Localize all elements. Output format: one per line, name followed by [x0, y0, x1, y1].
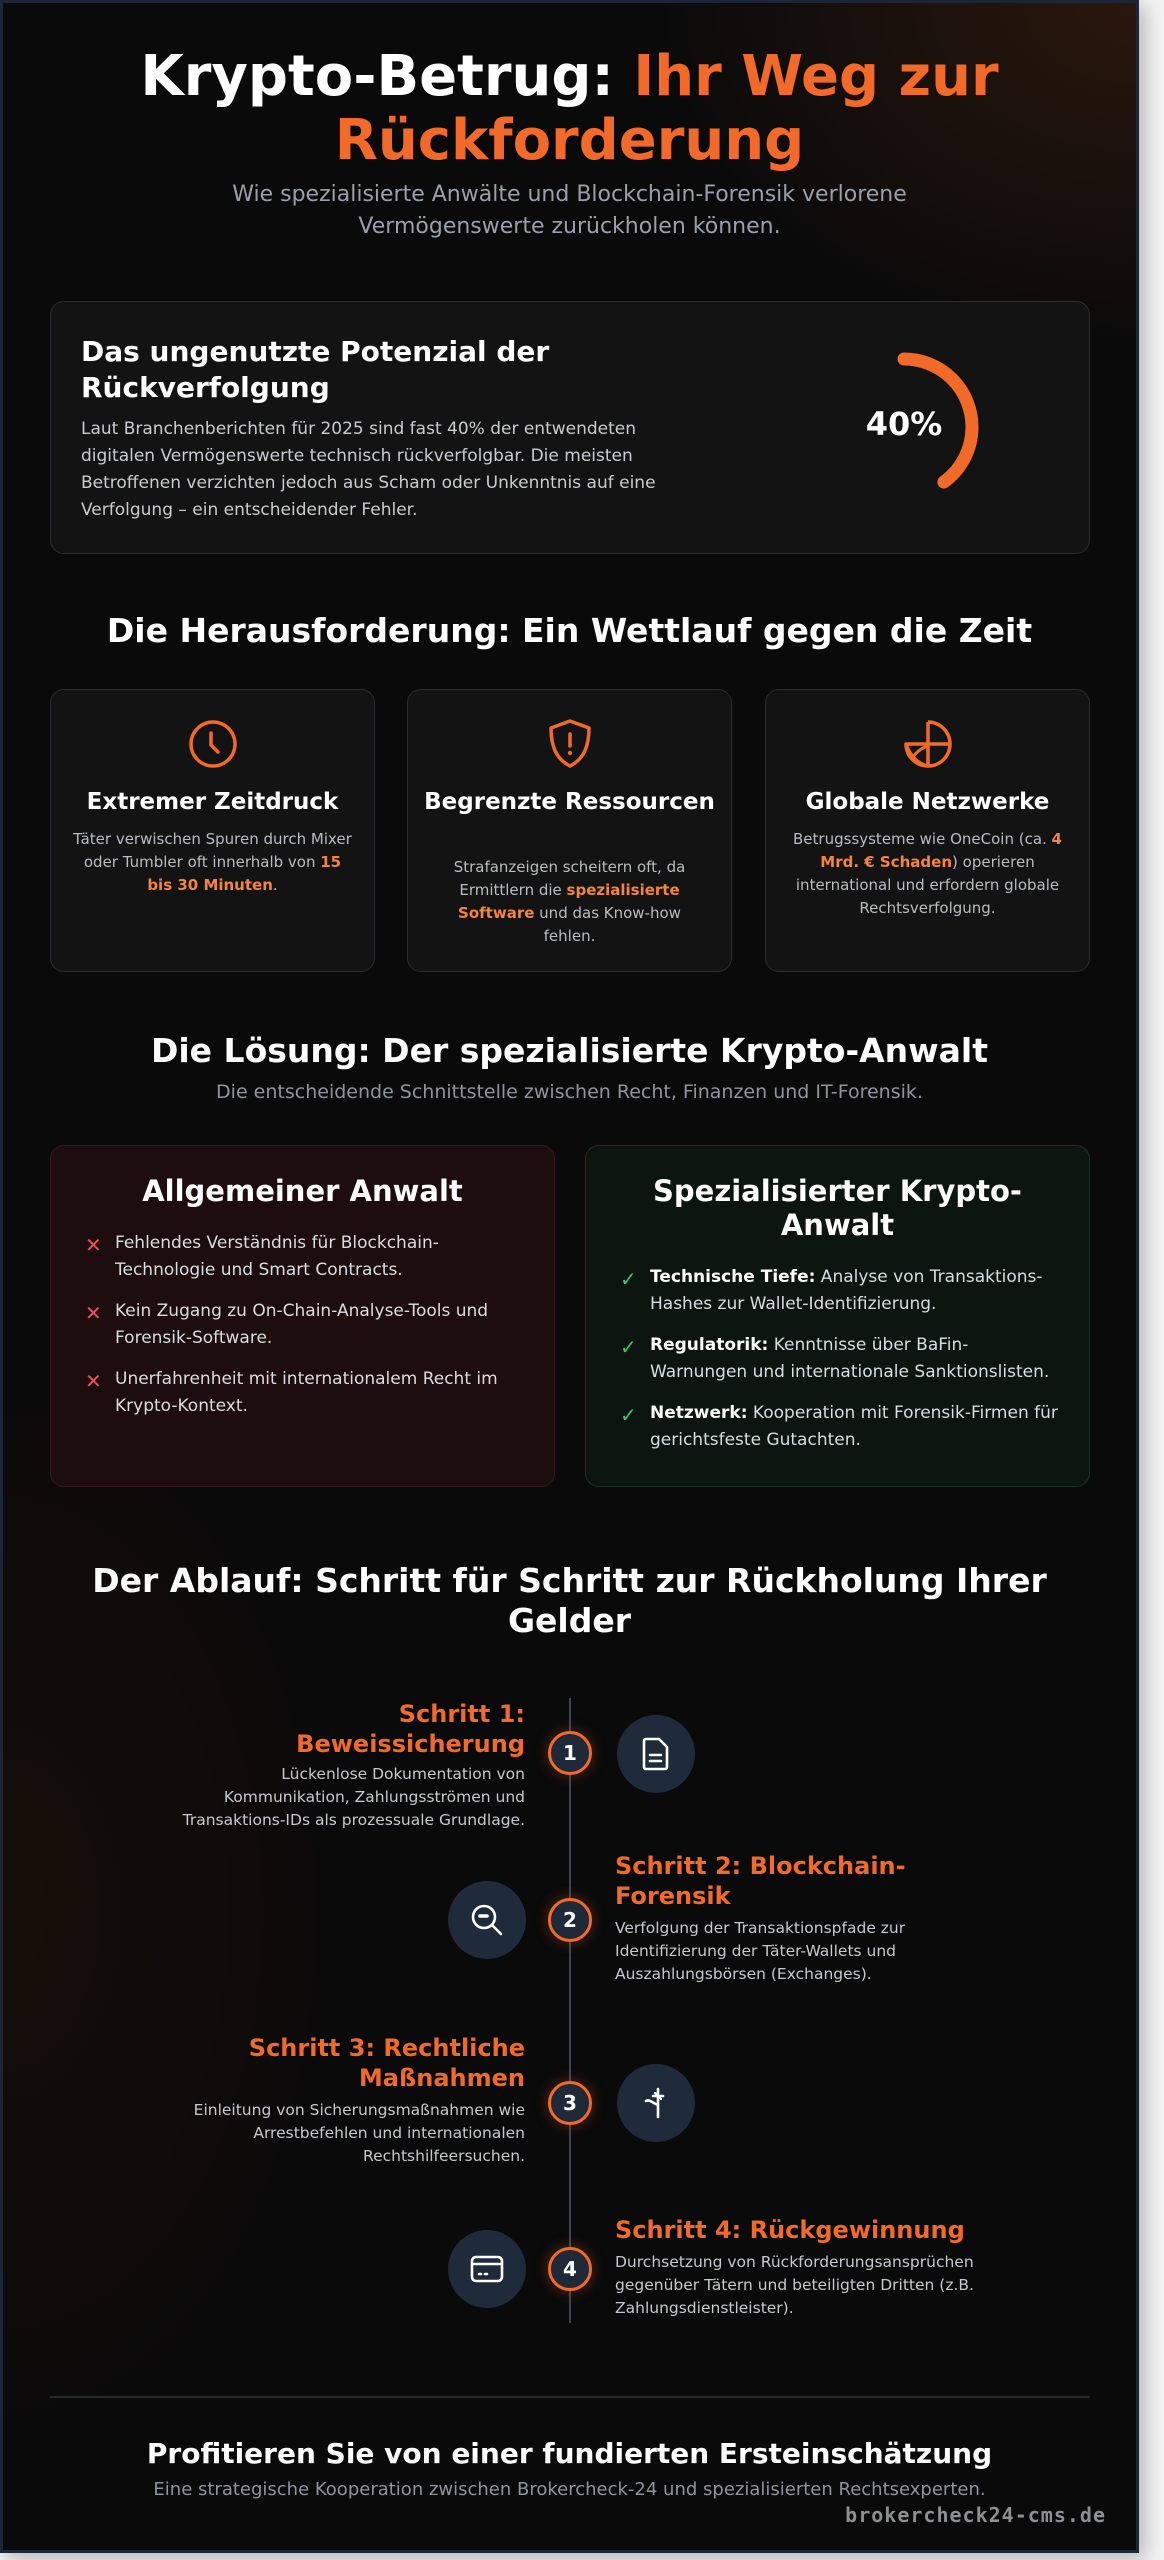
subtitle-line2: Vermögenswerte zurückholen können.: [358, 214, 781, 239]
list-item: ✓ Regulatorik: Kenntnisse über BaFin-Warnungen und internationale Sanktionslisten.: [620, 1335, 1050, 1382]
credit-card-icon: [467, 2249, 507, 2289]
stat-text: Laut Branchenberichten für 2025 sind fast 40% der entwendeten digitalen Vermögenswerte technisch rückverfolgbar. Die meisten Betroffenen verzichten jedoch aus Scham oder Unkenntnis auf eine Verfolgung – ein entscheidender Fehler.: [81, 419, 656, 520]
footer-subtitle: Eine strategische Kooperation zwischen Brokercheck-24 und spezialisierten Rechtsexperten.: [153, 2479, 986, 2500]
timeline-line: [569, 1698, 571, 2323]
list-item: ✕ Unerfahrenheit mit internationalem Recht im Krypto-Kontext.: [85, 1369, 498, 1416]
step-badge: 2: [548, 1898, 592, 1942]
page-title: [3, 45, 1136, 173]
step-3-content: [163, 2033, 525, 2168]
subtitle-line1: Wie spezialisierte Anwälte und Blockchain-Forensik verlorene: [232, 182, 907, 207]
specialist-lawyer-card: [585, 1145, 1090, 1487]
step-icon-circle: [617, 2064, 695, 2142]
specialist-lawyer-list: [616, 1264, 1059, 1468]
cross-icon: ✕: [85, 1233, 102, 1257]
challenge-title: Die Herausforderung: Ein Wettlauf gegen die Zeit: [106, 611, 1033, 650]
step-text: Lückenlose Dokumentation von Kommunikation, Zahlungsströmen und Transaktions-IDs als prozessuale Grundlage.: [182, 1765, 525, 1829]
check-icon: ✓: [620, 1267, 637, 1291]
step-text: Verfolgung der Transaktionspfade zur Identifizierung der Täter-Wallets und Auszahlungsbörsen (Exchanges).: [615, 1919, 906, 1983]
step-badge: 1: [548, 1731, 592, 1775]
check-icon: ✓: [620, 1335, 637, 1359]
step-2-content: [615, 1851, 945, 1986]
stat-title: Das ungenutzte Potenzial der Rückverfolgung: [81, 335, 550, 404]
challenge-card-title: Extremer Zeitdruck: [86, 789, 339, 815]
list-item: ✕ Fehlendes Verständnis für Blockchain-Technologie und Smart Contracts.: [85, 1233, 439, 1280]
specialist-lawyer-title: Spezialisierter Krypto-Anwalt: [653, 1174, 1022, 1242]
solution-title: Die Lösung: Der spezialisierte Krypto-Anwalt: [150, 1031, 989, 1070]
step-title: Schritt 1: Beweissicherung: [296, 1700, 525, 1758]
step-title: Schritt 3: Rechtliche Maßnahmen: [248, 2034, 525, 2092]
challenge-card-text: Strafanzeigen scheitern oft, da Ermittlern die spezialisierte Software und das Know-how fehlen.: [453, 858, 686, 945]
gavel-branch-icon: [636, 2083, 676, 2123]
step-badge: 3: [548, 2081, 592, 2125]
step-icon-circle: [617, 1715, 695, 1793]
step-text: Einleitung von Sicherungsmaßnahmen wie Arrestbefehlen und internationalen Rechtshilfeersuchen.: [193, 2101, 525, 2165]
step-title: Schritt 4: Rückgewinnung: [615, 2216, 965, 2244]
footer-divider: [50, 2396, 1090, 2398]
challenge-card-title: Begrenzte Ressourcen: [424, 789, 715, 815]
challenge-card-title: Globale Netzwerke: [805, 789, 1050, 815]
title-white: Krypto-Betrug:: [140, 44, 634, 109]
page-subtitle: [3, 179, 1136, 243]
cross-icon: ✕: [85, 1301, 102, 1325]
step-icon-circle: [448, 2230, 526, 2308]
general-lawyer-list: [81, 1230, 524, 1434]
title-accent-line2: Rückforderung: [334, 108, 805, 173]
solution-subtitle: Die entscheidende Schnittstelle zwischen Recht, Finanzen und IT-Forensik.: [216, 1081, 923, 1103]
list-item: ✓ Netzwerk: Kooperation mit Forensik-Firmen für gerichtsfeste Gutachten.: [620, 1403, 1058, 1450]
challenge-card-time: [50, 689, 375, 972]
challenge-card-resources: [407, 689, 732, 972]
stat-value: 40%: [865, 405, 943, 443]
step-icon-circle: [448, 1881, 526, 1959]
stat-card: [50, 301, 1090, 554]
list-item: ✕ Kein Zugang zu On-Chain-Analyse-Tools und Forensik-Software.: [85, 1301, 489, 1348]
globe-network-icon: [900, 716, 956, 772]
general-lawyer-title: Allgemeiner Anwalt: [142, 1174, 463, 1208]
process-title: Der Ablauf: Schritt für Schritt zur Rückholung Ihrer Gelder: [92, 1561, 1047, 1640]
challenge-card-text: Betrugssysteme wie OneCoin (ca. 4 Mrd. € Schaden) operieren international und erfordern globale Rechtsverfolgung.: [793, 830, 1062, 917]
clock-icon: [185, 716, 241, 772]
check-icon: ✓: [620, 1403, 637, 1427]
watermark: brokercheck24-cms.de: [845, 2503, 1106, 2527]
step-1-content: [163, 1699, 525, 1832]
title-accent-line1: Ihr Weg zur: [633, 44, 999, 109]
step-4-content: [615, 2215, 995, 2320]
document-icon: [636, 1734, 676, 1774]
step-text: Durchsetzung von Rückforderungsansprüchen gegenüber Tätern und beteiligten Dritten (z.B. Zahlungsdienstleister).: [615, 2253, 974, 2317]
challenge-card-text: Täter verwischen Spuren durch Mixer oder Tumbler oft innerhalb von 15 bis 30 Minuten.: [73, 830, 352, 894]
challenge-card-networks: [765, 689, 1090, 972]
footer-title: Profitieren Sie von einer fundierten Ersteinschätzung: [146, 2437, 993, 2470]
search-zoom-icon: [467, 1900, 507, 1940]
cross-icon: ✕: [85, 1369, 102, 1393]
step-badge: 4: [548, 2247, 592, 2291]
step-title: Schritt 2: Blockchain-Forensik: [615, 1852, 906, 1910]
list-item: ✓ Technische Tiefe: Analyse von Transaktions-Hashes zur Wallet-Identifizierung.: [620, 1267, 1043, 1314]
general-lawyer-card: [50, 1145, 555, 1487]
shield-alert-icon: [542, 716, 598, 772]
